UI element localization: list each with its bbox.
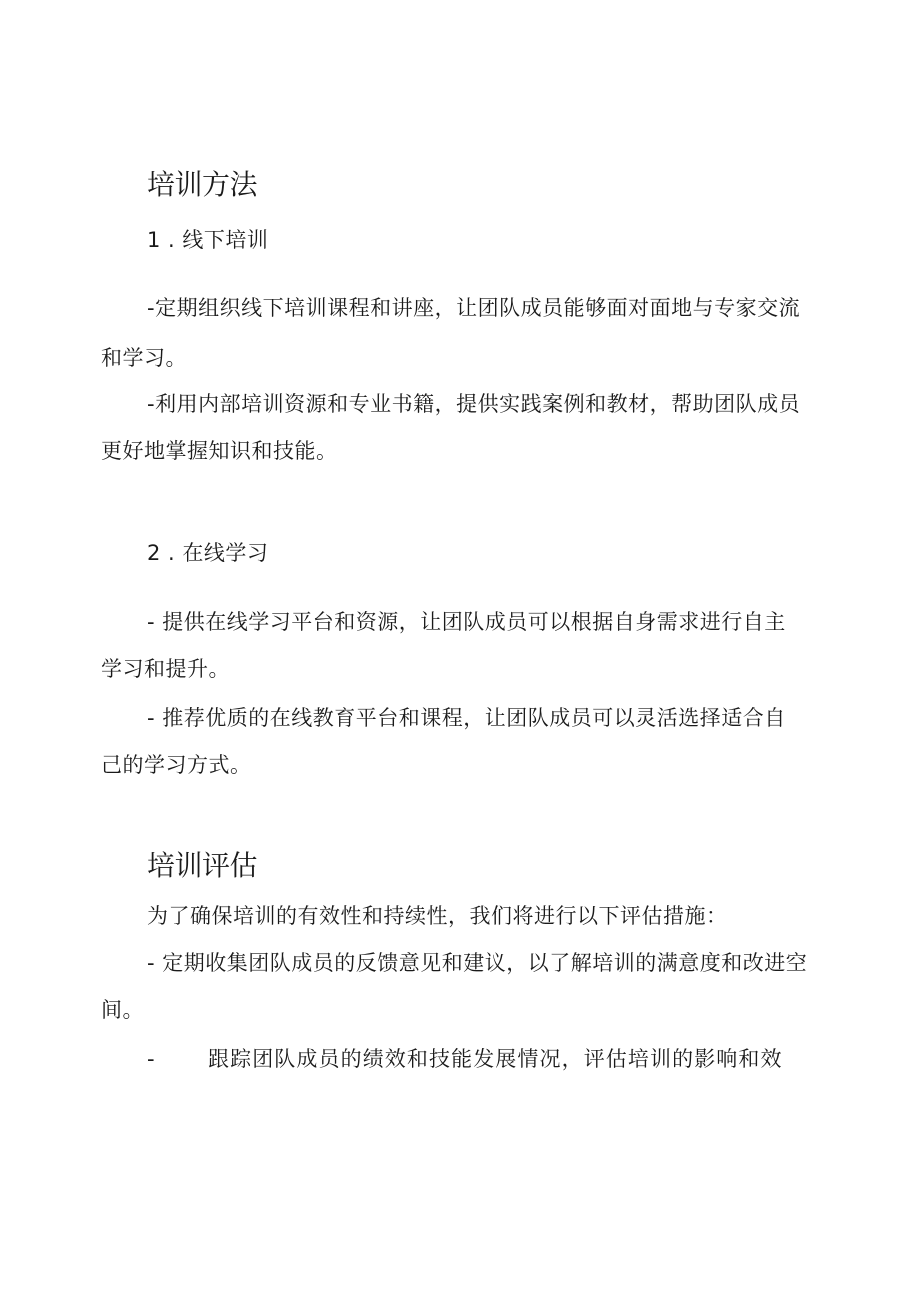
paragraph-line: -定期组织线下培训课程和讲座，让团队成员能够面对面地与专家交流 — [147, 296, 801, 320]
paragraph-line: 更好地掌握知识和技能。 — [101, 439, 338, 463]
paragraph-line: 为了确保培训的有效性和持续性，我们将进行以下评估措施： — [147, 904, 728, 928]
paragraph-line: 己的学习方式。 — [101, 753, 252, 777]
paragraph-line: - 提供在线学习平台和资源，让团队成员可以根据自身需求进行自主 — [147, 610, 786, 634]
bullet-dash: - — [147, 1047, 156, 1071]
paragraph-line: - 推荐优质的在线教育平台和课程，让团队成员可以灵活选择适合自 — [147, 706, 786, 730]
subsection-title-offline-training: 1 . 线下培训 — [147, 228, 269, 252]
paragraph-line: - 定期收集团队成员的反馈意见和建议，以了解培训的满意度和改进空 — [147, 951, 808, 975]
paragraph-line: -利用内部培训资源和专业书籍，提供实践案例和教材，帮助团队成员 — [147, 392, 801, 416]
section-heading-training-evaluation: 培训评估 — [147, 849, 258, 882]
subsection-title-online-learning: 2 . 在线学习 — [147, 541, 269, 565]
paragraph-line: 跟踪团队成员的绩效和技能发展情况，评估培训的影响和效 — [208, 1047, 783, 1071]
paragraph-line: 间。 — [101, 998, 144, 1022]
paragraph-line: 学习和提升。 — [101, 657, 230, 681]
section-heading-training-methods: 培训方法 — [147, 168, 258, 201]
paragraph-line: 和学习。 — [101, 346, 187, 370]
